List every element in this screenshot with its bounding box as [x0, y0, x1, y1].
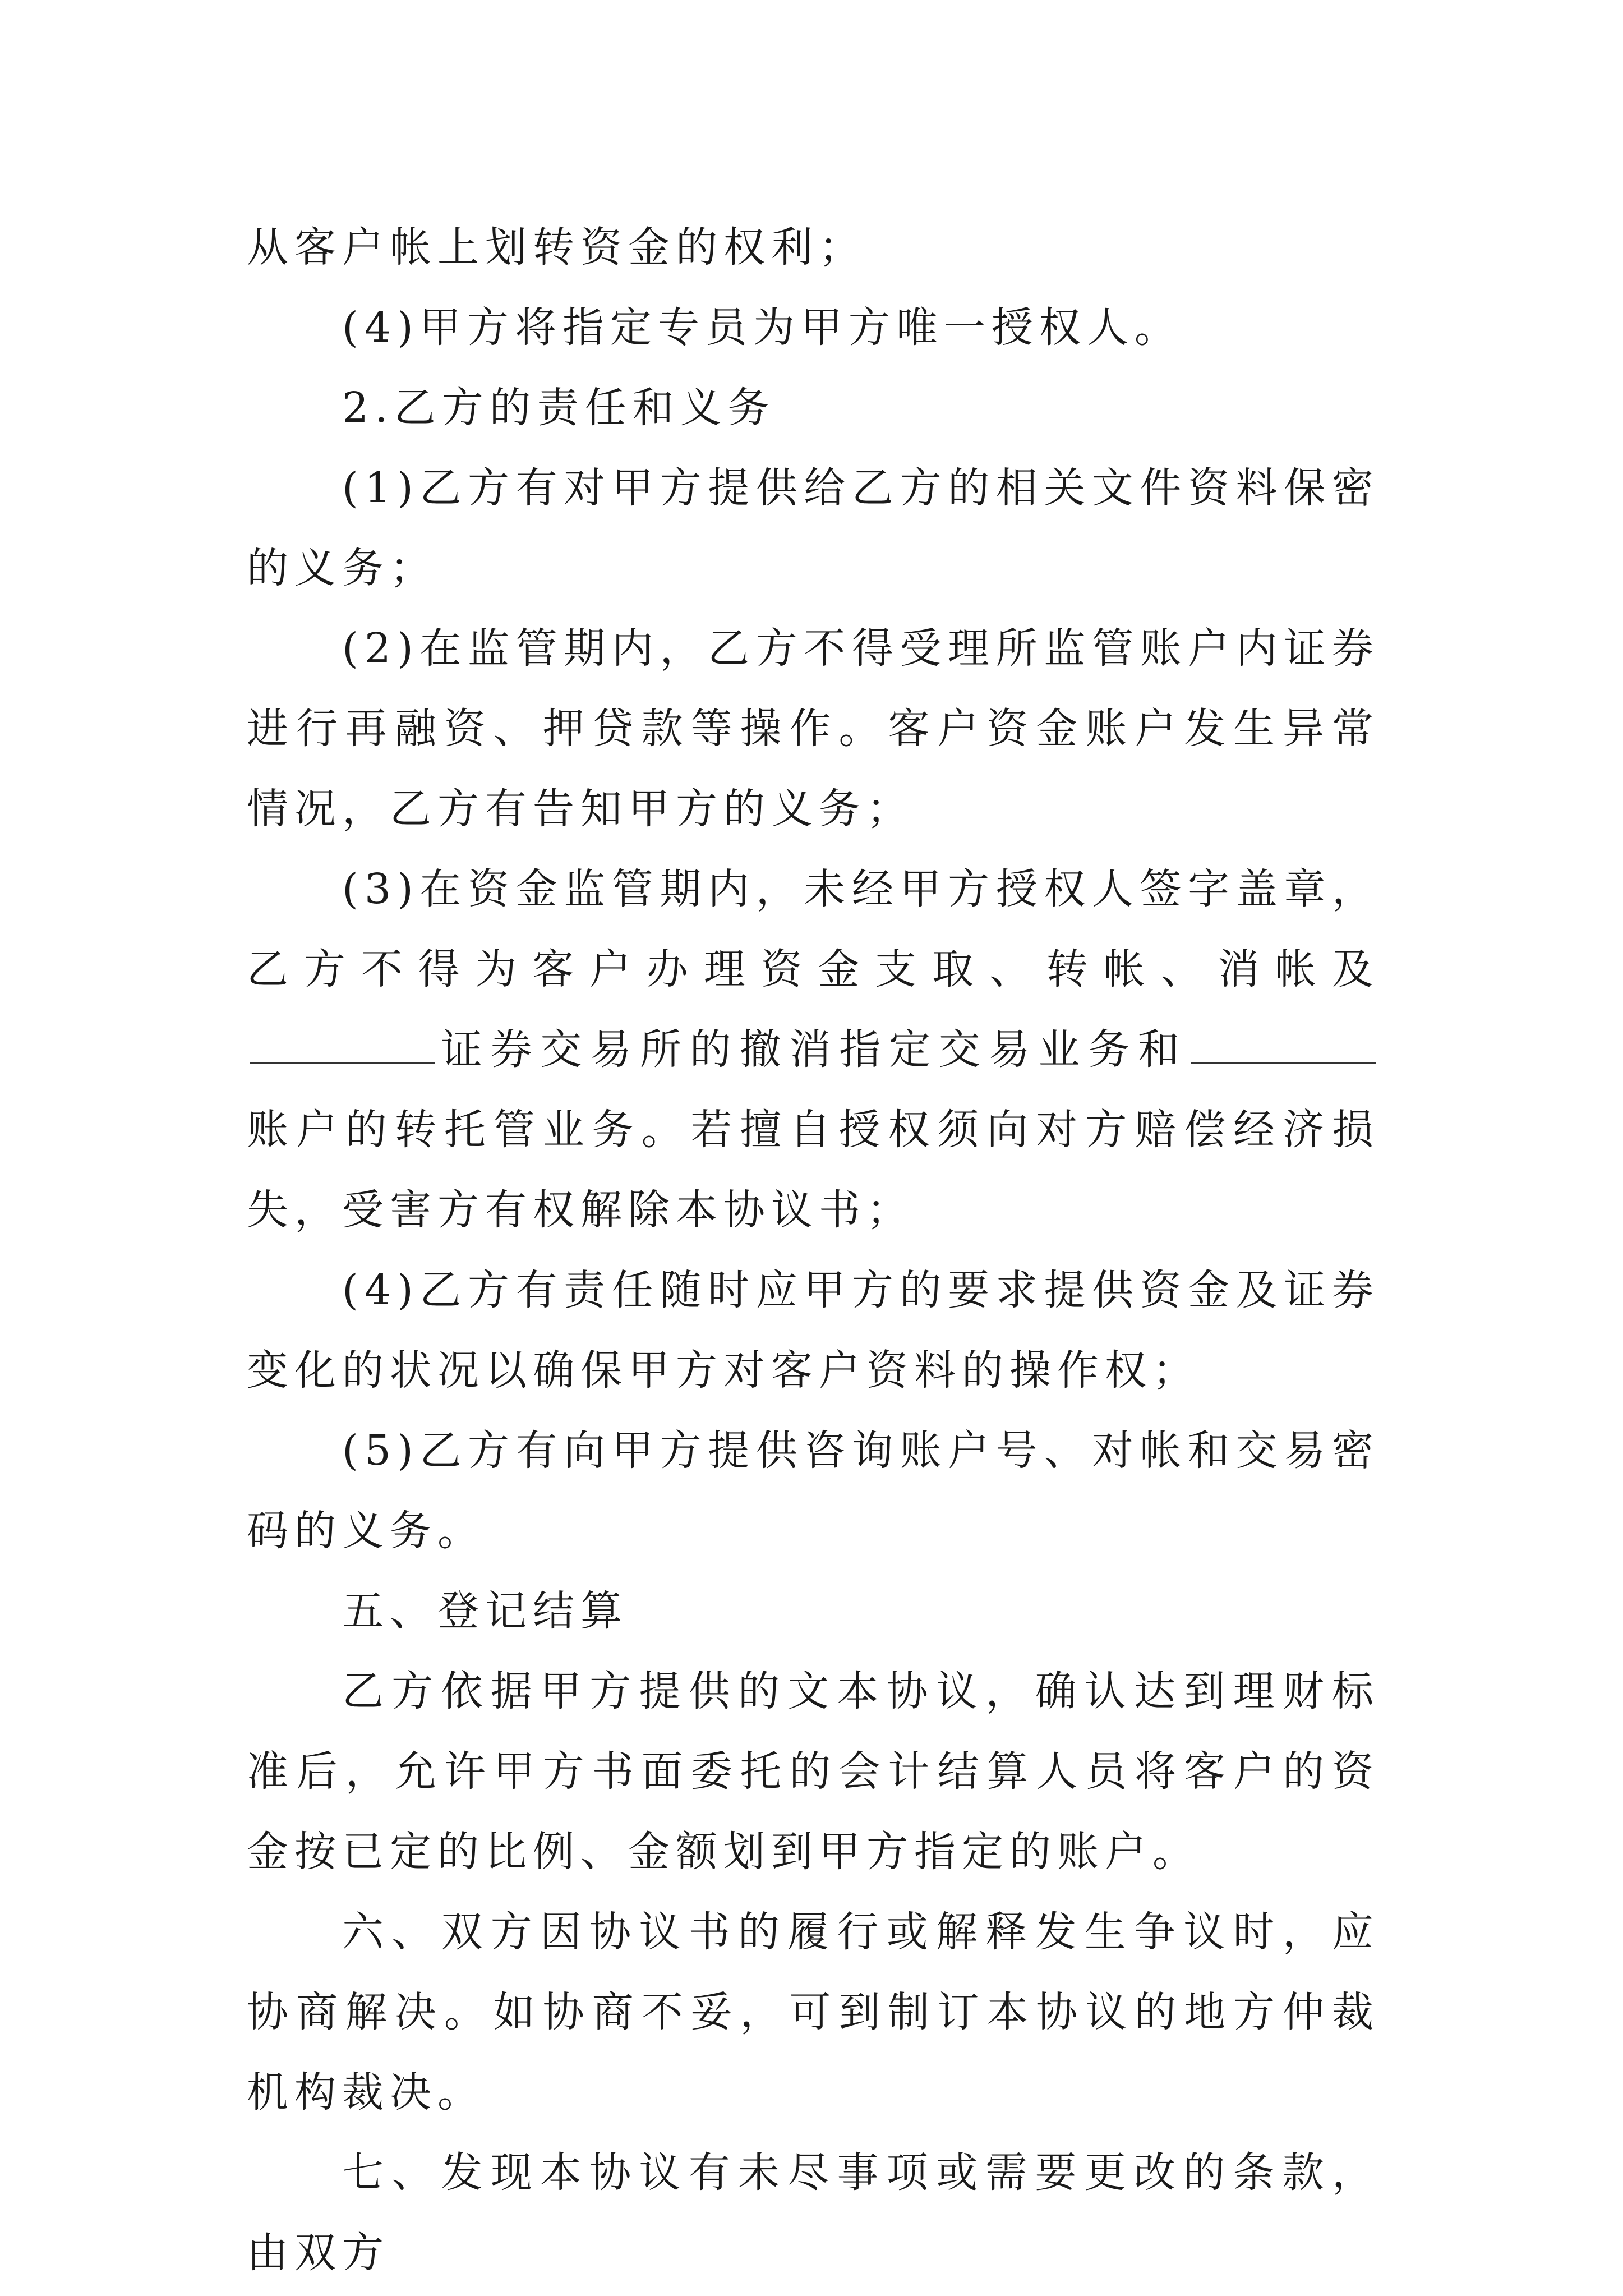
fill-in-blank[interactable]: [1191, 1028, 1376, 1064]
paragraph-text: (4)甲方将指定专员为甲方唯一授权人。: [342, 303, 1182, 352]
section-seven-amendments: [247, 2133, 1380, 2293]
paragraph-text: 六、双方因协议书的履行或解释发生争议时，应协商解决。如协商不妥，可到制订本协议的地方仲裁机构裁决。: [247, 1908, 1380, 2116]
heading-text: 五、登记结算: [342, 1587, 628, 1635]
paragraph-text: (4)乙方有责任随时应甲方的要求提供资金及证券变化的状况以确保甲方对客户资料的操作权；: [247, 1266, 1380, 1395]
paragraph-text: (1)乙方有对甲方提供给乙方的相关文件资料保密的义务；: [247, 464, 1380, 592]
clause-4-party-b: [247, 1250, 1380, 1411]
paragraph-text: 乙方依据甲方提供的文本协议，确认达到理财标准后，允许甲方书面委托的会计结算人员将客户的资金按已定的比例、金额划到甲方指定的账户。: [247, 1667, 1380, 1876]
paragraph-continuation: [247, 208, 1380, 288]
clause-1-party-b: [247, 448, 1380, 609]
clause-2-party-b: [247, 609, 1380, 849]
clause-5-party-b: [247, 1411, 1380, 1571]
paragraph-text: 证券交易所的撤消指定交易业务和: [439, 1025, 1188, 1074]
fill-in-blank[interactable]: [250, 1028, 435, 1064]
clause-4-party-a: [247, 288, 1380, 368]
section-heading-party-b-duties: [247, 368, 1380, 448]
section-six-dispute: [247, 1892, 1380, 2133]
heading-text: 2.乙方的责任和义务: [342, 384, 776, 432]
paragraph-text: 账户的转托管业务。若擅自授权须向对方赔偿经济损失，受害方有权解除本协议书；: [247, 1106, 1380, 1234]
settlement-paragraph: [247, 1651, 1380, 1892]
section-heading-registration-settlement: [247, 1571, 1380, 1651]
paragraph-text: 七、发现本协议有未尽事项或需要更改的条款，由双方: [247, 2148, 1380, 2277]
paragraph-text: (2)在监管期内，乙方不得受理所监管账户内证券进行再融资、押贷款等操作。客户资金账户发生异常情况，乙方有告知甲方的义务；: [247, 624, 1380, 833]
paragraph-text: (3)在资金监管期内，未经甲方授权人签字盖章，乙方不得为客户办理资金支取、转帐、消帐及: [247, 865, 1380, 993]
clause-3-party-b: [247, 849, 1380, 1250]
document-body: [247, 208, 1380, 2293]
paragraph-text: 从客户帐上划转资金的权利；: [247, 223, 866, 272]
paragraph-text: (5)乙方有向甲方提供咨询账户号、对帐和交易密码的义务。: [247, 1427, 1380, 1555]
